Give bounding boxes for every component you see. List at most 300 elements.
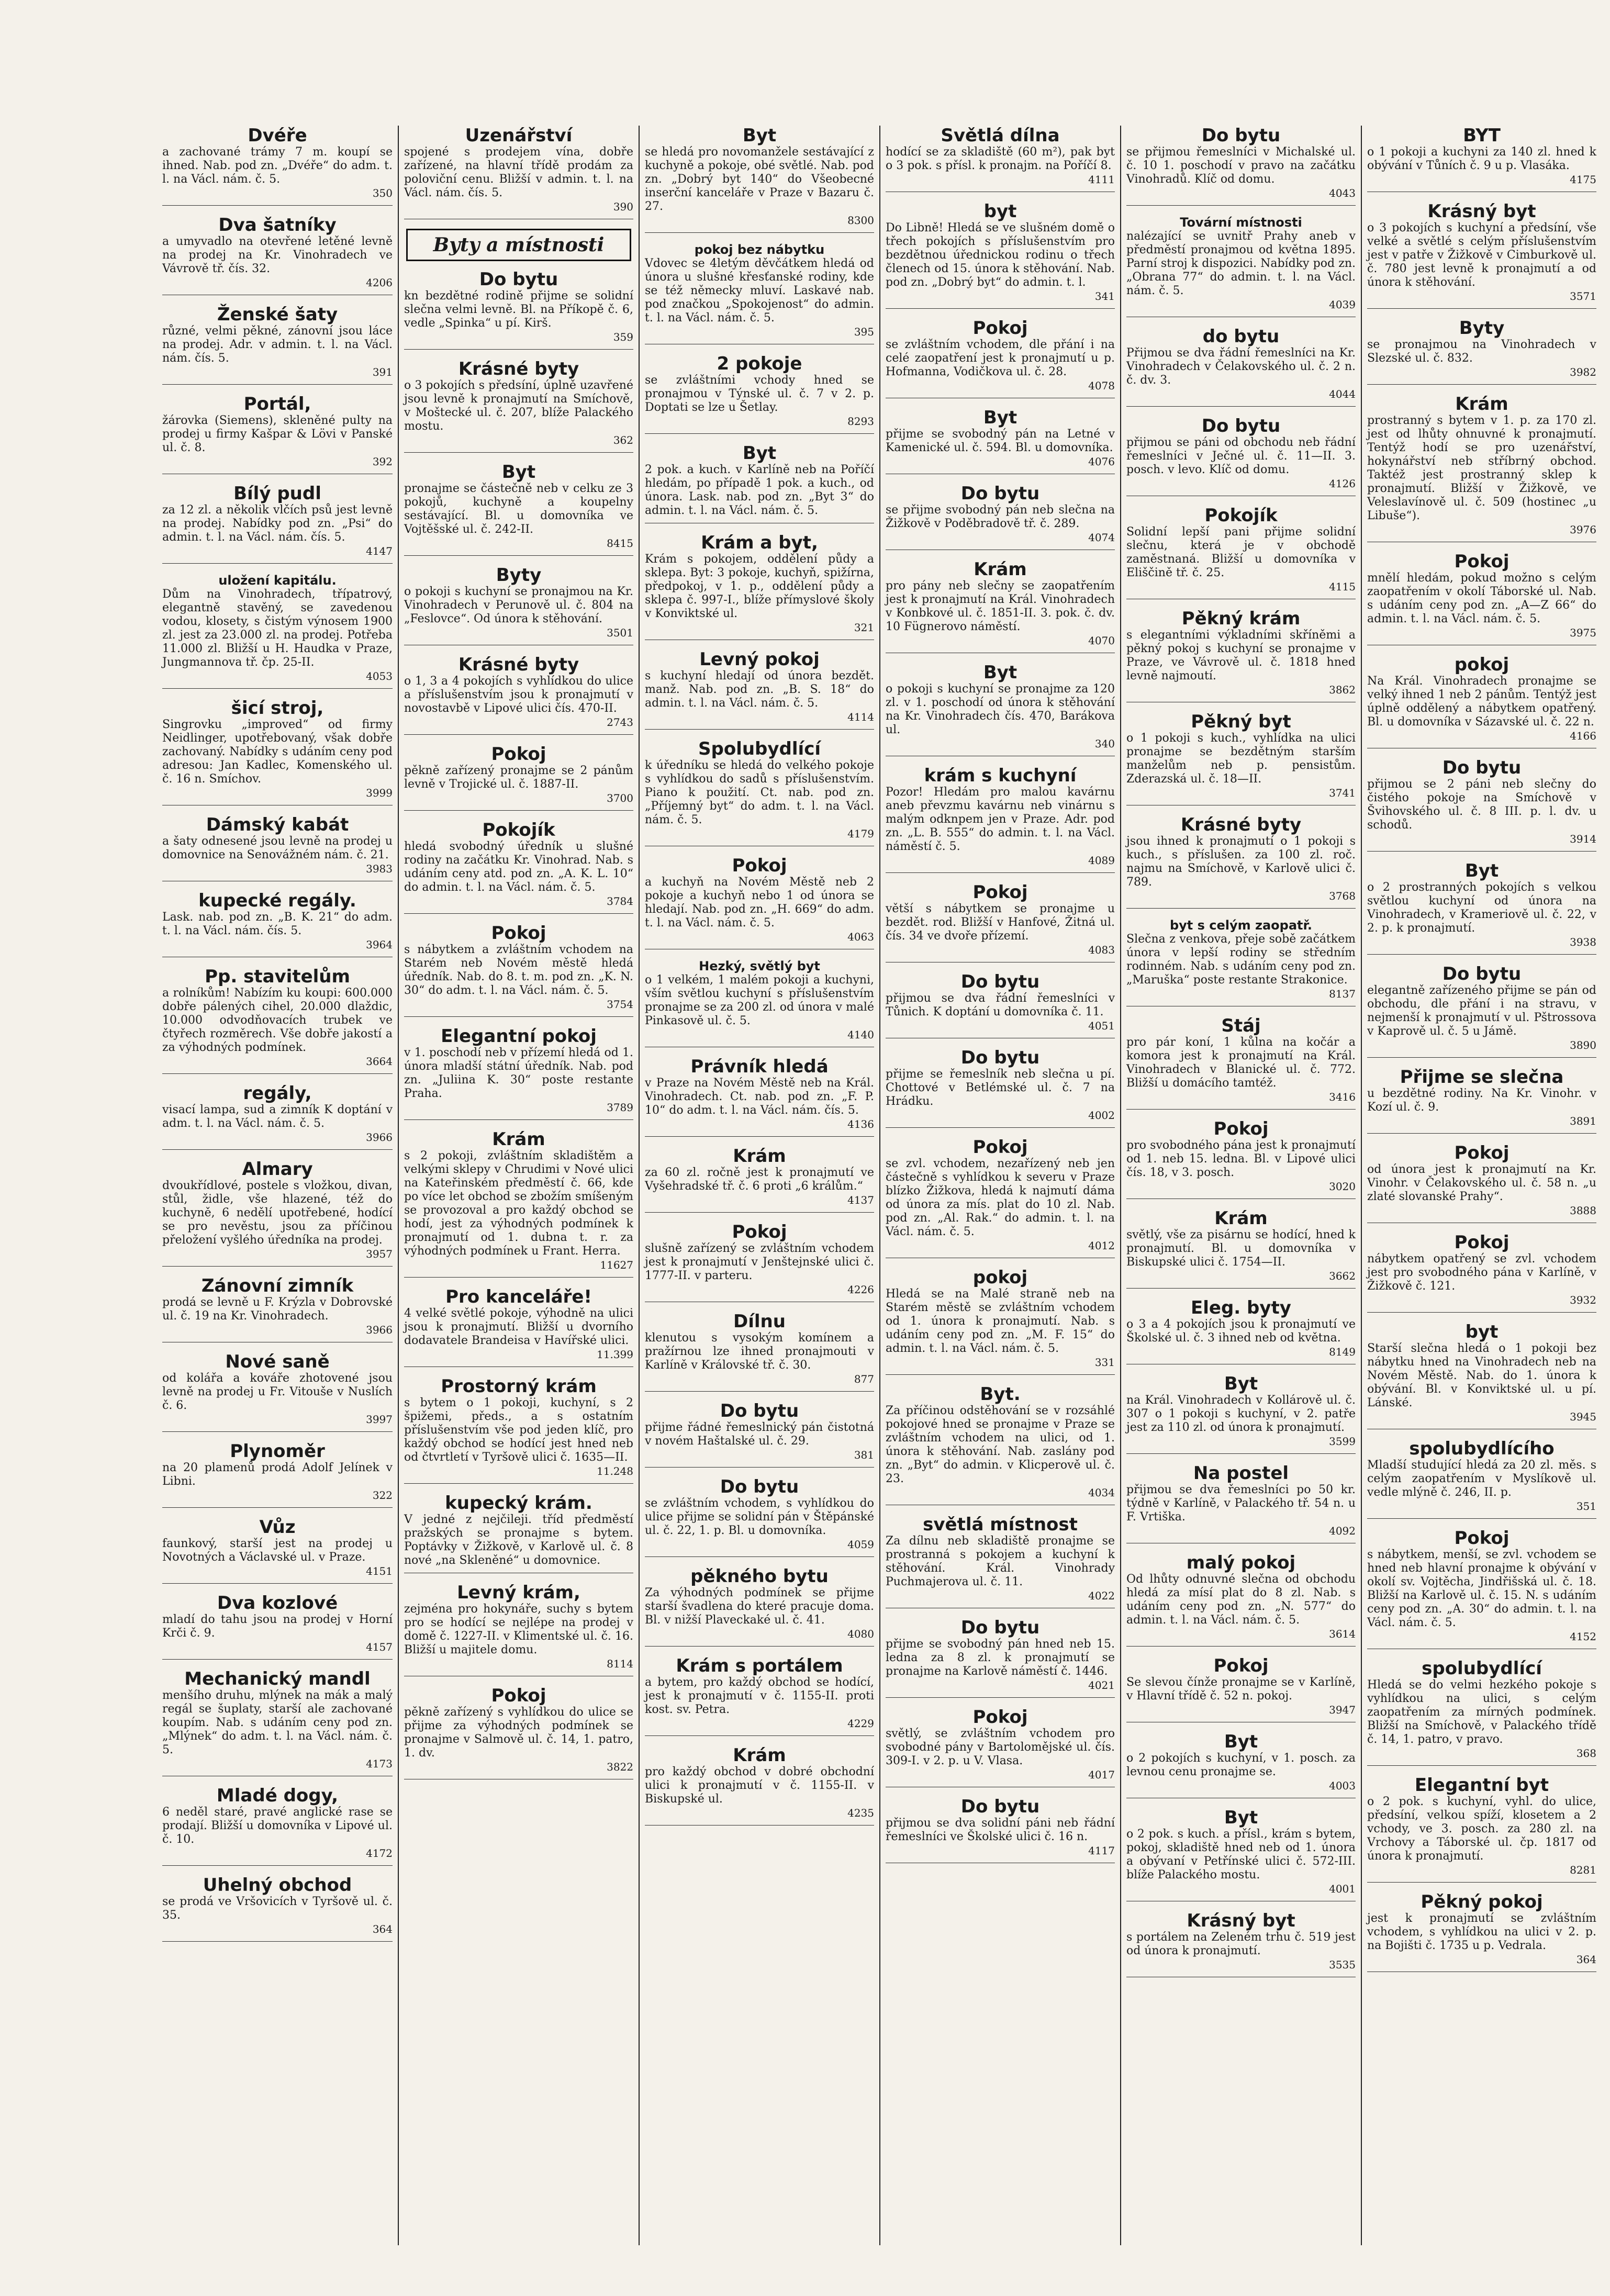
ad-heading: Uhelný obchod [203,1875,352,1896]
ad-heading: Portál, [243,394,311,415]
ad-body: se zvláštními vchody hned se pronajmou v Týnské ul. č. 7 v 2. p. Doptati se lze u Šetlay. [645,374,874,414]
ad-heading: Byt [742,126,777,146]
classified-ad [886,1384,1115,1505]
ad-divider [404,1119,633,1120]
classified-ad [162,967,393,1074]
ad-body: od února jest k pronajmutí na Kr. Vinohr. v Čelakovského ul. č. 58 n. „u zlaté slovanské Prahy“. [1367,1163,1596,1203]
ad-heading: Byt [1224,1731,1258,1752]
ad-heading: Pokoj [1213,1118,1269,1139]
ad-divider [886,308,1115,309]
ad-heading: Krásné byty [458,654,579,675]
ad-body: přijme se řemeslník neb slečna u pí. Chottové v Betlémské ul. č. 7 na Hrádku. [886,1068,1115,1108]
ad-number: 4179 [847,827,874,840]
ad-heading: Do bytu [960,1617,1040,1638]
ad-divider [645,729,874,730]
ad-heading: Do bytu [1442,757,1522,778]
ad-body: a kuchyň na Novém Městě neb 2 pokoje a kuchyň nebo 1 od února se hledají. Nab. pod zn. „H. 669“ do adm. t. l. na Václ. nám. č. 5. [645,876,874,929]
ad-number: 4173 [366,1757,393,1770]
ad-heading: Pokoj [972,1707,1028,1728]
ad-body: pro svobodného pána jest k pronajmutí od 1. neb 15. ledna. Bl. v Lipové ulici čís. 18, v 3. posch. [1126,1139,1356,1179]
ad-number: 8281 [1570,1864,1596,1876]
classified-ad [1126,215,1356,317]
ad-body: Hledá se na Malé straně neb na Starém městě se zvláštním vchodem od 1. února k pronajmutí. Nab. s udáním ceny pod zn. „M. F. 15“ do admin. t. l. na Václ. nám. č. 5. [886,1287,1115,1355]
ad-body: klenutou s vysokým komínem a pražírnou lze ihned pronajmouti v Karlíně v Královské tř. č. 30. [645,1331,874,1372]
classified-ad [404,126,633,219]
ad-body: přijme řádné řemeslnický pán čistotná v novém Haštalské ul. č. 29. [645,1421,874,1448]
ad-body: pro pány neb slečny se zaopatřením jest k pronajmutí na Král. Vinohradech v Konbkové ul. č. 1851-II. 3. pok. č. dv. 10 Fügnerovo náměstí. [886,579,1115,633]
ad-heading: Plynoměr [230,1441,325,1462]
classified-ad [1126,918,1356,1006]
classified-ad [1367,1892,1596,1972]
classified-ad [1126,1119,1356,1199]
ad-number: 4114 [847,711,874,723]
classified-ad [1126,506,1356,599]
column-5 [1120,126,1361,2245]
classified-ad [162,698,393,805]
ad-heading: byt [1465,1321,1499,1342]
ad-body: s nábytkem a zvláštním vchodem na Starém neb Novém městě hledá úředník. Nab. do 8. t. m. pod zn. „K. N. 30“ do adm. t. l. na Václ. nám. č. 5. [404,943,633,997]
column-4 [879,126,1120,2245]
ad-heading: Byt [1224,1807,1258,1828]
ad-number: 4172 [366,1847,393,1860]
ad-number: 3662 [1329,1270,1356,1282]
ad-number: 877 [854,1373,874,1385]
ad-divider [1367,384,1596,385]
classified-ad [1367,201,1596,309]
classified-ad [1126,1656,1356,1722]
ad-heading: Krásné byty [458,359,579,379]
classified-ad [886,1268,1115,1375]
ad-body: Mladší studující hledá za 20 zl. měs. s celým zaopatřením v Myslíkově ul. vedle mlýně č. 246, II. p. [1367,1459,1596,1499]
classified-ad [886,663,1115,756]
ad-heading: Byt [1224,1373,1258,1394]
ad-body: se hledá pro novomanžele sestávající z kuchyně a pokoje, obé světlé. Nab. pod zn. „Dobrý byt 140“ do Všeobecné inserční kanceláře v Praze v Bazaru č. 27. [645,145,874,213]
ad-heading: Stáj [1221,1015,1261,1036]
ad-heading: Byty [1459,318,1505,339]
ad-body: o 3 pokojích s kuchyní a předsíní, vše velké a světlé s celým příslušenstvím jest v patře v Žižkově v Cimburkově ul. č. 780 jest levně k pronajmutí a od února k stěhování. [1367,221,1596,289]
classified-ad [1126,416,1356,496]
classified-ad [645,856,874,949]
ad-body: Se slevou čínže pronajme se v Karlíně, v Hlavní třídě č. 52 n. pokoj. [1126,1676,1356,1703]
classified-ad [645,649,874,730]
ad-body: o 1, 3 a 4 pokojích s vyhlídkou do ulice a příslušenstvím jsou k pronajmutí v novostavbě v Lipové ulici čís. 470-II. [404,675,633,715]
ad-body: se přijme svobodný pán neb slečna na Žižkově v Poděbradově tř. č. 289. [886,503,1115,530]
ad-heading: Krám a byt, [701,532,818,553]
ad-number: 3741 [1329,787,1356,799]
classified-ad [1126,712,1356,805]
ad-heading: Krásný byt [1187,1910,1295,1931]
classified-ad [404,820,633,914]
ad-number: 4136 [847,1118,874,1130]
ad-body: přijmou se dva řemeslníci po 50 kr. týdně v Karlíně, v Palackého tř. 54 n. u F. Vrtiška. [1126,1483,1356,1524]
ad-heading: Do bytu [1442,964,1522,984]
classified-ad [404,1129,633,1278]
ad-body: menšího druhu, mlýnek na mák a malý regál se šuplaty, starší ale zachované koupím. Nab. s udáním ceny pod zn. „Mlýnek“ do adm. t. l. na Václ. nám. č. 5. [162,1689,393,1756]
ad-divider [404,1016,633,1017]
classified-ad [645,1477,874,1557]
ad-number: 3957 [366,1248,393,1260]
ad-heading: pěkného bytu [690,1566,829,1587]
ad-number: 3914 [1570,833,1596,845]
ad-body: prodá se levně u F. Krýzla v Dobrovské ul. č. 19 na Kr. Vinohradech. [162,1296,393,1323]
ad-heading: Nové saně [225,1351,330,1372]
ad-body: Solidní lepší pani přijme solidní slečnu, která je v obchodě zaměstnaná. Bližší u domovníka v Eliščině tř. č. 25. [1126,525,1356,579]
ad-body: se zvl. vchodem, nezařízený neb jen částečně s vyhlídkou k severu v Praze blízko Žižkova, hledá k najmutí dáma od února za mís. plat do 10 zl. Nab. pod zn. „Al. Rak.“ do admin. t. l. na Václ. nám. č. 5. [886,1157,1115,1238]
ad-number: 4126 [1329,477,1356,490]
classified-ad [1367,1322,1596,1429]
ad-number: 4059 [847,1538,874,1551]
classified-ad [1367,861,1596,955]
ad-heading: Pokoj [491,923,546,944]
ad-number: 3020 [1329,1180,1356,1193]
ad-body: se prodá ve Vršovicích v Tyršově ul. č. 35. [162,1895,393,1922]
ad-heading: Pokoj [972,1137,1028,1158]
ad-heading: Byt [742,443,777,464]
ad-divider [645,1646,874,1647]
classified-ad [1367,964,1596,1058]
ad-body: přijmou se dva řádní řemeslníci v Tůnich. K doptání u domovníka č. 11. [886,992,1115,1018]
ad-heading: Do bytu [960,971,1040,992]
ad-heading: kupecké regály. [198,890,356,911]
ad-divider [886,1374,1115,1375]
classified-ad [1367,1439,1596,1519]
ad-divider [886,1697,1115,1698]
classified-ad [404,1287,633,1367]
ad-number: 4152 [1570,1630,1596,1643]
ad-number: 4092 [1329,1525,1356,1537]
ad-number: 392 [372,455,393,468]
classified-ad [645,1566,874,1647]
classified-ad [886,318,1115,398]
ad-heading: Pěkný pokoj [1421,1891,1543,1912]
ad-body: 4 velké světlé pokoje, výhodně na ulici jsou k pronajmutí. Bližší u dvorního dodavatele Brandeisa v Havířské ulici. [404,1307,633,1347]
column-1 [157,126,398,2245]
ad-number: 4166 [1570,730,1596,742]
ad-number: 3784 [607,895,633,908]
ad-divider [162,563,393,564]
ad-number: 4083 [1088,944,1115,956]
ad-body: Dům na Vinohradech, třípatrový, elegantně stavěný, se zavedenou vodou, klosety, s čistým výnosem 1900 zl. jest za 23.000 zl. na prodej. Potřeba 11.000 zl. Bližší u H. Haudka v Praze, Jungmannova tř. čp. 25-II. [162,588,393,669]
classified-ad [1126,327,1356,407]
classified-ad [645,959,874,1047]
ad-divider [162,205,393,206]
ad-heading: Byt [983,662,1018,683]
classified-ad [1367,1143,1596,1223]
classified-ad [162,1669,393,1776]
ad-divider [404,452,633,453]
ad-body: s nábytkem, menší, se zvl. vchodem se hned neb hlavní pronajme k obývání v okolí sv. Vojtěcha, Jindřišská ul. č. 18. Bližší na Karlově ul. č. 15. N. s udáním ceny pod zn. „A. 30“ do admin. t. l. na Václ. nám. č. 5. [1367,1548,1596,1629]
ad-heading: Dva šatníky [218,215,337,236]
classified-ad [404,655,633,735]
ad-heading: Byt. [980,1384,1021,1405]
ad-heading: Hezký, světlý byt [699,959,820,973]
ad-number: 4012 [1088,1239,1115,1252]
classified-ad [162,1083,393,1150]
ad-body: Hledá se do velmi hezkého pokoje s vyhlídkou na ulici, s celým zaopatřením za mírných podmínek. Bližší na Smíchově, v Palackého třídě č. 14, 1. patro, v pravo. [1367,1678,1596,1746]
ad-divider [162,1431,393,1432]
classified-ad [1126,1208,1356,1289]
ad-number: 350 [372,187,393,199]
ad-number: 341 [1094,290,1115,303]
ad-body: za 60 zl. ročně jest k pronajmutí ve Vyšehradské tř. č. 6 proti „6 králům.“ [645,1166,874,1193]
ad-body: s bytem o 1 pokoji, kuchyní, s 2 špižemi, předs., a s ostatním příslušenstvím vše pod jeden klíč, pro každý obchod se hodící jest hned neb od čtvrtletí v Tyršově ulici č. 1635—II. [404,1396,633,1464]
ad-divider [1367,308,1596,309]
ad-number: 4235 [847,1807,874,1819]
ad-body: Vdovec se 4letým děvčátkem hledá od února u slušné křesťanské rodiny, kde se též německy mluví. Laskavé nab. pod značkou „Spokojenost“ do admin. t. l. na Václ. nám. č. 5. [645,257,874,324]
classified-ad [886,1515,1115,1608]
ad-body: Pozor! Hledám pro malou kavárnu aneb převzmu kavárnu neb vinárnu s malým odknpem jen v Praze. Adr. pod zn. „L. B. 555“ do admin. t. l. na Václ. náměstí č. 5. [886,786,1115,853]
ad-number: 4229 [847,1717,874,1730]
ad-body: o 1 pokoji s kuch., vyhlídka na ulici pronajme se bezdětným starším manželům neb p. pensistům. Zderazská ul. č. 18—II. [1126,732,1356,786]
ad-body: a šaty odnesené jsou levně na prodej u domovnice na Senovážném nám. č. 21. [162,835,393,861]
classified-ad [404,565,633,645]
ad-number: 3888 [1570,1204,1596,1217]
ad-number: 4002 [1088,1109,1115,1122]
ad-heading: Právník hledá [690,1056,829,1077]
ad-body: mladí do tahu jsou na prodej v Horní Krči č. 9. [162,1613,393,1640]
ad-number: 4151 [366,1565,393,1577]
ad-number: 4111 [1088,173,1115,186]
ad-divider [162,1865,393,1866]
ad-heading: Spolubydlící [698,738,821,759]
ad-number: 4034 [1088,1486,1115,1499]
ad-heading: Pokoj [491,1685,546,1706]
section-title-box: Byty a místnosti [406,229,631,261]
ad-heading: Dámský kabát [206,814,349,835]
classified-ad [645,242,874,344]
ad-heading: Světlá dílna [941,126,1060,146]
ad-number: 3982 [1570,366,1596,378]
ad-body: jest k pronajmutí se zvláštním vchodem, s vyhlídkou na ulici v 2. p. na Bojišti č. 1735 u p. Vedrala. [1367,1912,1596,1952]
ad-heading: pokoj [972,1267,1028,1288]
ad-number: 4044 [1329,388,1356,400]
ad-number: 11.399 [597,1348,633,1361]
ad-heading: Do bytu [720,1476,799,1497]
classified-ad [645,1312,874,1392]
ad-number: 3945 [1570,1410,1596,1423]
ad-number: 321 [854,621,874,634]
classified-ad [645,1745,874,1825]
ad-number: 3416 [1329,1091,1356,1103]
ad-divider [1126,406,1356,407]
ad-body: pronajme se částečně neb v celku ze 3 pokojů, kuchyně a koupelny sestávající. Bl. u domovníka ve Vojtěšské ul. č. 242-II. [404,482,633,536]
ad-heading: Dva kozlové [217,1593,338,1614]
column-3 [639,126,879,2245]
ad-divider [1126,205,1356,206]
column-2 [398,126,639,2245]
ad-number: 3997 [366,1413,393,1426]
ad-divider [404,810,633,811]
ad-divider [886,1127,1115,1128]
classified-ad [162,1593,393,1660]
ad-number: 3947 [1329,1704,1356,1716]
ad-heading: Pokoj [1454,1232,1510,1253]
ad-heading: Elegantní pokoj [441,1026,597,1047]
ad-body: prostranný s bytem v 1. p. za 170 zl. jest od lhůty ohnuvné k pronajmutí. Tentýž hodí se pro uzenářství, hokynářství neb stříbrný obchod. Taktéž jest prostranný sklep k pronajmutí. Bližší v Žižkově, ve Veleslavínově ul. č. 509 (hostinec „u Libuše“). [1367,414,1596,522]
classified-ad [886,408,1115,474]
ad-heading: Pp. stavitelům [205,966,350,987]
ad-body: na Král. Vinohradech v Kollárově ul. č. 307 o 1 pokoji s kuchyní, v 2. patře jest za 110 zl. od února k pronajmutí. [1126,1394,1356,1434]
classified-ad [162,891,393,957]
ad-divider [404,1277,633,1278]
ad-heading: Do bytu [479,269,558,290]
ad-number: 4140 [847,1028,874,1041]
ad-number: 4080 [847,1628,874,1640]
ad-body: a rolníkům! Nabízím ku koupi: 600.000 dobře pálených cihel, 20.000 dlaždic, 10.000 odvodňovacích trubek ve čtyřech rozměrech. Vše dobře jakostí a za výhodných podmínek. [162,987,393,1054]
ad-heading: do bytu [1202,326,1280,347]
ad-heading: Do bytu [960,1796,1040,1817]
ad-number: 368 [1576,1747,1596,1760]
classified-ad [162,1441,393,1508]
classified-ad [404,1493,633,1573]
ad-number: 3983 [366,863,393,875]
ad-heading: Do bytu [960,1047,1040,1068]
classified-ad [886,559,1115,653]
ad-heading: spolubydlící [1422,1658,1542,1679]
ad-body: Lask. nab. pod zn. „B. K. 21“ do adm. t. l. na Václ. nám. čís. 5. [162,911,393,937]
ad-number: 4147 [366,545,393,557]
classified-ad [404,270,633,350]
ad-divider [404,913,633,914]
ad-body: kn bezdětné rodině přijme se solidní slečna velmi levně. Bl. na Příkopě č. 6, vedle „Spinka“ u pí. Kirš. [404,289,633,330]
ad-number: 391 [372,366,393,378]
ad-divider [645,232,874,233]
ad-number: 390 [613,200,633,213]
ad-body: pěkně zařízený s vyhlídkou do ulice se přijme za výhodných podmínek se pronajme v Salmově ul. č. 14, 1. patro, 1. dv. [404,1706,633,1760]
classified-ad [1367,758,1596,852]
ad-heading: Levný pokoj [699,649,820,670]
ad-heading: Pokoj [972,882,1028,903]
classified-ad [1126,1298,1356,1364]
ad-number: 364 [1576,1953,1596,1966]
ad-number: 8149 [1329,1346,1356,1358]
ad-divider [645,1212,874,1213]
ad-number: 3571 [1570,290,1596,303]
ad-divider [1367,851,1596,852]
classified-ad [162,1786,393,1866]
ad-number: 3501 [607,626,633,639]
ad-number: 4137 [847,1194,874,1206]
classified-ad [645,1222,874,1302]
ad-number: 8293 [847,415,874,428]
ad-heading: Ženské šaty [217,304,338,325]
ad-heading: Krám [1214,1208,1268,1229]
ad-body: o 1 velkém, 1 malém pokoji a kuchyni, vším světlou kuchyní s příslušenstvím pronajme se za 200 zl. od února v malé Pinkasově ul. č. 5. [645,973,874,1027]
ad-body: Starší slečna hledá o 1 pokoji bez nábytku hned na Vinohradech neb na Novém Městě. Nab. do 1. února k obývání. Bl. v Konviktské ul. u pí. Lánské. [1367,1342,1596,1409]
classified-ad [404,1583,633,1676]
classified-ad [1367,318,1596,385]
ad-number: 4076 [1088,455,1115,468]
ad-divider [1126,1646,1356,1647]
ad-number: 381 [854,1449,874,1461]
classified-ad [404,359,633,453]
ad-body: s elegantními výkladními skříněmi a pěkný pokoj s kuchyní se pronajme v Praze, ve Vávrově ul. č. 1818 hned levně najmoutí. [1126,629,1356,682]
classified-ad [162,484,393,564]
ad-number: 331 [1094,1356,1115,1369]
classified-ad [645,1656,874,1736]
ad-heading: Krám s portálem [676,1655,843,1676]
classified-ad [1367,1659,1596,1766]
classified-ad [162,126,393,206]
classified-ad [886,972,1115,1038]
ad-body: 2 pok. a kuch. v Karlíně neb na Poříčí hledám, po případě 1 pok. a kuch., od února. Lask. nab. pod zn. „Byt 3“ do admin. t. l. na Václ. nám. č. 5. [645,463,874,517]
ad-heading: pokoj [1454,654,1510,675]
ad-number: 8137 [1329,988,1356,1000]
ad-heading: Pokoj [1454,1528,1510,1549]
ad-body: o 2 prostranných pokojích s velkou světlou kuchyní od února na Vinohradech, v Krameriově ul. č. 22, v 2. p. k pronajmutí. [1367,881,1596,935]
ad-heading: byt s celým zaopatř. [1169,918,1313,933]
classified-ad [886,1137,1115,1258]
ad-number: 362 [613,434,633,446]
ad-body: o 2 pokojích s kuchyní, v 1. posch. za levnou cenu pronajme se. [1126,1752,1356,1778]
ad-number: 8300 [847,214,874,227]
classified-ad [1126,1911,1356,1977]
ad-divider [1367,1518,1596,1519]
ad-heading: uložení kapitálu. [218,573,337,588]
ad-divider [1367,954,1596,955]
classified-ad [404,1686,633,1779]
ad-number: 4051 [1088,1020,1115,1032]
classified-ad [1126,1553,1356,1647]
ad-heading: Bílý pudl [233,483,321,504]
ad-number: 4022 [1088,1589,1115,1602]
ad-number: 3754 [607,998,633,1011]
classified-ad [1126,1016,1356,1110]
ad-number: 4157 [366,1641,393,1653]
ad-body: Přijmou se dva řádní řemeslníci na Kr. Vinohradech v Čelakovského ul. č. 2 n. č. dv. 3. [1126,346,1356,387]
ad-number: 359 [613,331,633,343]
ad-heading: Pokoj [1213,1655,1269,1676]
ad-heading: Pěkný byt [1191,711,1291,732]
classified-ad [645,1146,874,1213]
ad-divider [1126,1288,1356,1289]
ad-body: Slečna z venkova, přeje sobě začátkem února v lepší rodiny se středním rodinném. Nab. s udáním ceny pod zn. „Maruška“ poste restante Strakonice. [1126,933,1356,987]
classified-ad [645,126,874,233]
column-6 [1361,126,1602,2245]
ad-number: 351 [1576,1500,1596,1513]
ad-number: 3789 [607,1101,633,1114]
classified-ad [162,305,393,385]
classified-ad [645,739,874,846]
ad-divider [162,384,393,385]
classified-ad [1367,1067,1596,1134]
ad-body: faunkový, starší jest na prodej u Novotných a Václavské ul. v Praze. [162,1537,393,1564]
ad-body: v 1. poschodí neb v přízemí hledá od 1. února mladší státní úředník. Nab. pod zn. „Juliina K. 30“ poste restante Praha. [404,1046,633,1100]
ad-body: nalézající se uvnitř Prahy aneb v předměstí pronajmou od května 1895. Parní stroj k dispozici. Nabídky pod zn. „Obrana 77“ do admin. t. l. na Václ. nám. č. 5. [1126,230,1356,297]
ad-divider [162,1073,393,1074]
ad-body: pro každý obchod v dobré obchodní ulici k pronajmutí v č. 1155-II. v Biskupské ul. [645,1765,874,1806]
ad-number: 3938 [1570,936,1596,948]
ad-body: přijmou se 2 páni neb slečny do čistého pokoje na Smíchově v Švihovského ul. č. 8 III. p. l. dv. u schodů. [1367,778,1596,832]
ad-divider [645,433,874,434]
ad-body: přijme se svobodný pán hned neb 15. ledna za 8 zl. k pronajmutí se pronajme na Karlově náměstí č. 1446. [886,1638,1115,1678]
classified-ad [1126,1374,1356,1454]
ad-number: 3768 [1329,890,1356,902]
ad-heading: Mladé dogy, [216,1785,339,1806]
ad-heading: Do bytu [1201,126,1281,146]
ad-body: o 2 pok. s kuchyní, vyhl. do ulice, předsíní, velkou spíží, klosetem a 2 vchody, ve 3. posch. za 280 zl. na Vrchovy a Táborské ul. čp. 1817 od února k pronajmutí. [1367,1795,1596,1863]
classified-ad [886,126,1115,192]
ad-body: Do Libně! Hledá se ve slušném domě o třech pokojích s příslušenstvím pro bezdětnou úřednickou rodinu o třech členech od 15. února k stěhování. Nab. pod zn. „Dobrý byt“ do admin. t. l. [886,221,1115,289]
ad-body: slušně zařízený se zvláštním vchodem jest k pronajmutí v Jenštejnské ulici č. 1777-II. v parteru. [645,1242,874,1282]
classified-ad [1367,126,1596,192]
ad-number: 364 [372,1923,393,1935]
ad-heading: Tovární místnosti [1180,215,1302,230]
ad-number: 3599 [1329,1435,1356,1448]
classified-ad [886,766,1115,873]
classified-ad [162,394,393,474]
classified-ad [1367,1528,1596,1649]
